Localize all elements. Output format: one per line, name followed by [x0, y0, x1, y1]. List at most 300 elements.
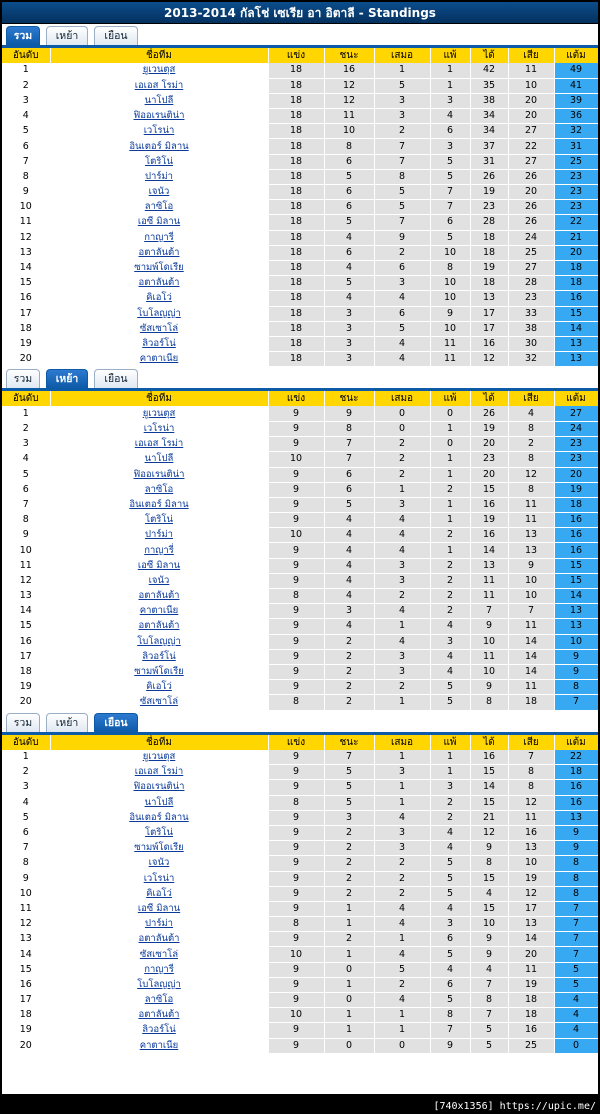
cell-points: 16 — [554, 528, 598, 543]
cell-points: 13 — [554, 604, 598, 619]
cell-lost: 5 — [430, 993, 470, 1008]
cell-drawn: 4 — [374, 947, 430, 962]
cell-goals-against: 10 — [508, 573, 554, 588]
cell-points: 16 — [554, 780, 598, 795]
cell-goals-for: 10 — [470, 917, 508, 932]
cell-points: 39 — [554, 93, 598, 108]
cell-won: 4 — [324, 543, 374, 558]
cell-lost: 10 — [430, 276, 470, 291]
cell-goals-for: 8 — [470, 856, 508, 871]
table-row — [2, 245, 598, 260]
team-link[interactable]: อตาลันต้า — [50, 619, 268, 634]
cell-rank: 2 — [2, 421, 50, 436]
cell-points: 36 — [554, 109, 598, 124]
team-link[interactable]: โบโลญญ่า — [50, 977, 268, 992]
table-row — [2, 664, 598, 679]
cell-played: 9 — [268, 482, 324, 497]
team-link[interactable]: ฟิออเรนติน่า — [50, 780, 268, 795]
cell-goals-against: 22 — [508, 139, 554, 154]
table-row — [2, 543, 598, 558]
cell-goals-for: 15 — [470, 482, 508, 497]
tab-away[interactable]: เยือน — [94, 369, 138, 388]
cell-points: 8 — [554, 871, 598, 886]
cell-won: 1 — [324, 947, 374, 962]
cell-points: 23 — [554, 452, 598, 467]
cell-points: 16 — [554, 795, 598, 810]
team-link[interactable]: ลาซิโอ — [50, 482, 268, 497]
cell-drawn: 3 — [374, 573, 430, 588]
column-header-team: ชื่อทีม — [50, 391, 268, 406]
cell-goals-against: 12 — [508, 467, 554, 482]
cell-points: 22 — [554, 750, 598, 765]
cell-lost: 3 — [430, 139, 470, 154]
cell-points: 18 — [554, 276, 598, 291]
team-link[interactable]: ยูเวนตุส — [50, 406, 268, 421]
cell-lost: 2 — [430, 558, 470, 573]
cell-lost: 10 — [430, 291, 470, 306]
cell-points: 20 — [554, 467, 598, 482]
team-link[interactable]: ฟิออเรนติน่า — [50, 467, 268, 482]
cell-rank: 20 — [2, 352, 50, 367]
cell-goals-for: 20 — [470, 437, 508, 452]
team-link[interactable]: ซามพ์โดเรีย — [50, 260, 268, 275]
cell-won: 3 — [324, 604, 374, 619]
cell-lost: 6 — [430, 977, 470, 992]
cell-played: 18 — [268, 291, 324, 306]
team-link[interactable]: เวโรน่า — [50, 124, 268, 139]
cell-goals-against: 27 — [508, 260, 554, 275]
cell-goals-for: 34 — [470, 109, 508, 124]
cell-won: 1 — [324, 1023, 374, 1038]
cell-won: 1 — [324, 1008, 374, 1023]
table-row — [2, 649, 598, 664]
cell-goals-against: 23 — [508, 291, 554, 306]
cell-lost: 0 — [430, 406, 470, 421]
cell-lost: 5 — [430, 154, 470, 169]
table-row — [2, 825, 598, 840]
cell-points: 21 — [554, 230, 598, 245]
cell-drawn: 2 — [374, 467, 430, 482]
cell-lost: 9 — [430, 1038, 470, 1053]
cell-drawn: 4 — [374, 336, 430, 351]
cell-goals-for: 15 — [470, 765, 508, 780]
cell-goals-against: 13 — [508, 528, 554, 543]
cell-drawn: 3 — [374, 841, 430, 856]
table-row — [2, 63, 598, 78]
cell-goals-for: 5 — [470, 1023, 508, 1038]
team-link[interactable]: ยูเวนตุส — [50, 63, 268, 78]
cell-played: 8 — [268, 589, 324, 604]
cell-goals-against: 11 — [508, 680, 554, 695]
cell-goals-against: 25 — [508, 245, 554, 260]
team-link[interactable]: อินเตอร์ มิลาน — [50, 497, 268, 512]
cell-points: 24 — [554, 421, 598, 436]
table-row — [2, 993, 598, 1008]
cell-goals-against: 27 — [508, 124, 554, 139]
cell-drawn: 1 — [374, 619, 430, 634]
cell-won: 3 — [324, 810, 374, 825]
cell-drawn: 2 — [374, 680, 430, 695]
column-header-played: แข่ง — [268, 391, 324, 406]
cell-played: 18 — [268, 336, 324, 351]
cell-won: 7 — [324, 750, 374, 765]
tab-bar — [2, 711, 598, 735]
cell-won: 2 — [324, 680, 374, 695]
team-link[interactable]: ปาร์ม่า — [50, 528, 268, 543]
cell-played: 9 — [268, 467, 324, 482]
cell-won: 2 — [324, 932, 374, 947]
cell-goals-for: 26 — [470, 169, 508, 184]
cell-goals-against: 20 — [508, 947, 554, 962]
tab-total[interactable]: รวม — [6, 369, 40, 388]
team-link[interactable]: อตาลันต้า — [50, 276, 268, 291]
table-row — [2, 680, 598, 695]
cell-drawn: 3 — [374, 765, 430, 780]
cell-played: 9 — [268, 421, 324, 436]
cell-goals-against: 17 — [508, 901, 554, 916]
column-header-won: ชนะ — [324, 48, 374, 63]
cell-won: 12 — [324, 93, 374, 108]
team-link[interactable]: คาตาเนีย — [50, 604, 268, 619]
team-link[interactable]: ซามพ์โดเรีย — [50, 841, 268, 856]
cell-played: 9 — [268, 573, 324, 588]
cell-won: 4 — [324, 528, 374, 543]
team-link[interactable]: เอซี มิลาน — [50, 901, 268, 916]
cell-played: 9 — [268, 619, 324, 634]
cell-drawn: 9 — [374, 230, 430, 245]
cell-points: 27 — [554, 406, 598, 421]
table-row — [2, 795, 598, 810]
team-link[interactable]: ลิวอร์โน่ — [50, 336, 268, 351]
cell-points: 14 — [554, 321, 598, 336]
team-link[interactable]: ลาซิโอ — [50, 200, 268, 215]
team-link[interactable]: อตาลันต้า — [50, 245, 268, 260]
team-link[interactable]: คิเอโว่ — [50, 886, 268, 901]
team-link[interactable]: ยูเวนตุส — [50, 750, 268, 765]
standings-table — [2, 391, 598, 710]
cell-lost: 4 — [430, 109, 470, 124]
cell-rank: 19 — [2, 680, 50, 695]
cell-points: 13 — [554, 810, 598, 825]
cell-won: 3 — [324, 336, 374, 351]
cell-points: 9 — [554, 649, 598, 664]
team-link[interactable]: เจนัว — [50, 573, 268, 588]
cell-rank: 3 — [2, 437, 50, 452]
team-link[interactable]: ซัสเซาโล่ — [50, 321, 268, 336]
cell-rank: 9 — [2, 528, 50, 543]
cell-drawn: 5 — [374, 78, 430, 93]
cell-goals-against: 27 — [508, 154, 554, 169]
cell-points: 4 — [554, 1008, 598, 1023]
image-host-credit: [740x1356] https://upic.me/ — [433, 1101, 596, 1112]
cell-played: 9 — [268, 932, 324, 947]
cell-goals-for: 12 — [470, 352, 508, 367]
column-header-rank: อันดับ — [2, 48, 50, 63]
cell-goals-for: 18 — [470, 276, 508, 291]
cell-goals-against: 14 — [508, 664, 554, 679]
cell-played: 9 — [268, 558, 324, 573]
team-link[interactable]: ลิวอร์โน่ — [50, 1023, 268, 1038]
cell-lost: 7 — [430, 1023, 470, 1038]
cell-played: 9 — [268, 810, 324, 825]
cell-goals-against: 30 — [508, 336, 554, 351]
cell-goals-against: 18 — [508, 695, 554, 710]
team-link[interactable]: อินเตอร์ มิลาน — [50, 139, 268, 154]
team-link[interactable]: โบโลญญ่า — [50, 306, 268, 321]
cell-drawn: 2 — [374, 977, 430, 992]
cell-won: 3 — [324, 306, 374, 321]
cell-drawn: 4 — [374, 634, 430, 649]
table-row — [2, 276, 598, 291]
cell-goals-for: 38 — [470, 93, 508, 108]
cell-won: 4 — [324, 589, 374, 604]
column-header-played: แข่ง — [268, 735, 324, 750]
team-link[interactable]: ปาร์ม่า — [50, 169, 268, 184]
cell-lost: 1 — [430, 467, 470, 482]
cell-rank: 1 — [2, 406, 50, 421]
cell-drawn: 1 — [374, 1008, 430, 1023]
cell-won: 9 — [324, 406, 374, 421]
cell-goals-for: 9 — [470, 680, 508, 695]
cell-played: 18 — [268, 169, 324, 184]
cell-points: 19 — [554, 482, 598, 497]
cell-lost: 3 — [430, 917, 470, 932]
team-link[interactable]: คาตาเนีย — [50, 352, 268, 367]
cell-won: 4 — [324, 260, 374, 275]
team-link[interactable]: กาญารี่ — [50, 543, 268, 558]
cell-goals-against: 19 — [508, 977, 554, 992]
cell-points: 25 — [554, 154, 598, 169]
cell-won: 6 — [324, 154, 374, 169]
tab-home[interactable]: เหย้า — [46, 26, 88, 45]
cell-rank: 17 — [2, 993, 50, 1008]
cell-goals-for: 19 — [470, 513, 508, 528]
team-link[interactable]: ซัสเซาโล่ — [50, 947, 268, 962]
cell-rank: 14 — [2, 604, 50, 619]
cell-won: 8 — [324, 139, 374, 154]
cell-won: 5 — [324, 780, 374, 795]
team-link[interactable]: ปาร์ม่า — [50, 917, 268, 932]
cell-lost: 5 — [430, 169, 470, 184]
cell-won: 11 — [324, 109, 374, 124]
cell-drawn: 2 — [374, 245, 430, 260]
cell-won: 7 — [324, 437, 374, 452]
team-link[interactable]: กาญารี่ — [50, 962, 268, 977]
cell-lost: 2 — [430, 589, 470, 604]
cell-played: 9 — [268, 664, 324, 679]
cell-rank: 4 — [2, 795, 50, 810]
tab-bar — [2, 367, 598, 391]
cell-goals-for: 7 — [470, 1008, 508, 1023]
cell-goals-for: 13 — [470, 558, 508, 573]
team-link[interactable]: โตริโน่ — [50, 825, 268, 840]
cell-goals-against: 9 — [508, 558, 554, 573]
cell-won: 6 — [324, 245, 374, 260]
cell-goals-against: 19 — [508, 871, 554, 886]
cell-goals-against: 8 — [508, 780, 554, 795]
cell-goals-for: 34 — [470, 124, 508, 139]
team-link[interactable]: ลาซิโอ — [50, 993, 268, 1008]
cell-drawn: 3 — [374, 93, 430, 108]
team-link[interactable]: คาตาเนีย — [50, 1038, 268, 1053]
table-row — [2, 947, 598, 962]
cell-goals-for: 4 — [470, 886, 508, 901]
column-header-team: ชื่อทีม — [50, 735, 268, 750]
cell-goals-for: 7 — [470, 604, 508, 619]
column-header-drawn: เสมอ — [374, 735, 430, 750]
table-row — [2, 406, 598, 421]
cell-lost: 0 — [430, 437, 470, 452]
team-link[interactable]: เวโรน่า — [50, 421, 268, 436]
team-link[interactable]: เจนัว — [50, 856, 268, 871]
team-link[interactable]: เจนัว — [50, 185, 268, 200]
cell-points: 10 — [554, 634, 598, 649]
cell-drawn: 2 — [374, 886, 430, 901]
cell-goals-against: 12 — [508, 795, 554, 810]
team-link[interactable]: ซัสเซาโล่ — [50, 695, 268, 710]
team-link[interactable]: นาโปลี — [50, 795, 268, 810]
cell-rank: 17 — [2, 649, 50, 664]
team-link[interactable]: เอเอส โรม่า — [50, 437, 268, 452]
cell-lost: 1 — [430, 78, 470, 93]
cell-lost: 1 — [430, 421, 470, 436]
cell-drawn: 2 — [374, 589, 430, 604]
cell-goals-for: 21 — [470, 810, 508, 825]
team-link[interactable]: คิเอโว่ — [50, 291, 268, 306]
cell-played: 18 — [268, 230, 324, 245]
tab-total[interactable]: รวม — [6, 713, 40, 732]
team-link[interactable]: เอซี มิลาน — [50, 558, 268, 573]
cell-goals-for: 26 — [470, 406, 508, 421]
cell-rank: 9 — [2, 185, 50, 200]
team-link[interactable]: ฟิออเรนติน่า — [50, 109, 268, 124]
cell-goals-against: 12 — [508, 886, 554, 901]
cell-lost: 4 — [430, 649, 470, 664]
cell-goals-for: 4 — [470, 962, 508, 977]
team-link[interactable]: เอเอส โรม่า — [50, 78, 268, 93]
table-row — [2, 437, 598, 452]
column-header-goals-against: เสีย — [508, 735, 554, 750]
tab-home[interactable]: เหย้า — [46, 713, 88, 732]
cell-played: 9 — [268, 1038, 324, 1053]
cell-goals-against: 16 — [508, 825, 554, 840]
cell-lost: 5 — [430, 680, 470, 695]
cell-rank: 20 — [2, 1038, 50, 1053]
cell-goals-for: 19 — [470, 185, 508, 200]
team-link[interactable]: นาโปลี — [50, 452, 268, 467]
cell-points: 7 — [554, 932, 598, 947]
cell-lost: 3 — [430, 634, 470, 649]
cell-rank: 7 — [2, 154, 50, 169]
cell-drawn: 4 — [374, 291, 430, 306]
team-link[interactable]: ซามพ์โดเรีย — [50, 664, 268, 679]
cell-goals-for: 17 — [470, 306, 508, 321]
cell-lost: 4 — [430, 901, 470, 916]
team-link[interactable]: อตาลันต้า — [50, 1008, 268, 1023]
team-link[interactable]: ลิวอร์โน่ — [50, 649, 268, 664]
cell-rank: 19 — [2, 1023, 50, 1038]
cell-goals-for: 20 — [470, 467, 508, 482]
tab-away[interactable]: เยือน — [94, 713, 138, 732]
table-row — [2, 558, 598, 573]
cell-played: 18 — [268, 276, 324, 291]
team-link[interactable]: เวโรน่า — [50, 871, 268, 886]
cell-goals-for: 13 — [470, 291, 508, 306]
team-link[interactable]: เอเอส โรม่า — [50, 765, 268, 780]
cell-points: 49 — [554, 63, 598, 78]
cell-points: 4 — [554, 1023, 598, 1038]
table-row — [2, 604, 598, 619]
column-header-team: ชื่อทีม — [50, 48, 268, 63]
cell-drawn: 1 — [374, 932, 430, 947]
cell-rank: 7 — [2, 841, 50, 856]
team-link[interactable]: โบโลญญ่า — [50, 634, 268, 649]
cell-goals-against: 38 — [508, 321, 554, 336]
team-link[interactable]: อินเตอร์ มิลาน — [50, 810, 268, 825]
cell-lost: 5 — [430, 856, 470, 871]
cell-lost: 4 — [430, 841, 470, 856]
table-row — [2, 109, 598, 124]
cell-rank: 9 — [2, 871, 50, 886]
cell-played: 10 — [268, 528, 324, 543]
cell-won: 6 — [324, 185, 374, 200]
cell-goals-against: 20 — [508, 93, 554, 108]
tab-away[interactable]: เยือน — [94, 26, 138, 45]
team-link[interactable]: โตริโน่ — [50, 513, 268, 528]
team-link[interactable]: อตาลันต้า — [50, 589, 268, 604]
cell-played: 9 — [268, 513, 324, 528]
column-header-played: แข่ง — [268, 48, 324, 63]
tab-total[interactable]: รวม — [6, 26, 40, 45]
table-row — [2, 291, 598, 306]
cell-points: 5 — [554, 962, 598, 977]
team-link[interactable]: อตาลันต้า — [50, 932, 268, 947]
cell-played: 9 — [268, 780, 324, 795]
cell-drawn: 4 — [374, 513, 430, 528]
cell-drawn: 1 — [374, 63, 430, 78]
cell-rank: 6 — [2, 825, 50, 840]
table-row — [2, 154, 598, 169]
team-link[interactable]: นาโปลี — [50, 93, 268, 108]
cell-played: 9 — [268, 841, 324, 856]
cell-rank: 8 — [2, 513, 50, 528]
team-link[interactable]: กาญารี่ — [50, 230, 268, 245]
cell-goals-against: 26 — [508, 200, 554, 215]
cell-points: 15 — [554, 558, 598, 573]
cell-goals-against: 33 — [508, 306, 554, 321]
tab-home[interactable]: เหย้า — [46, 369, 88, 388]
cell-played: 9 — [268, 437, 324, 452]
column-header-goals-for: ได้ — [470, 391, 508, 406]
cell-lost: 2 — [430, 573, 470, 588]
cell-won: 1 — [324, 917, 374, 932]
cell-played: 8 — [268, 795, 324, 810]
team-link[interactable]: คิเอโว่ — [50, 680, 268, 695]
cell-drawn: 4 — [374, 543, 430, 558]
cell-rank: 10 — [2, 543, 50, 558]
cell-rank: 6 — [2, 482, 50, 497]
team-link[interactable]: โตริโน่ — [50, 154, 268, 169]
cell-goals-against: 14 — [508, 649, 554, 664]
team-link[interactable]: เอซี มิลาน — [50, 215, 268, 230]
table-row — [2, 200, 598, 215]
cell-points: 23 — [554, 437, 598, 452]
cell-played: 9 — [268, 543, 324, 558]
cell-rank: 14 — [2, 947, 50, 962]
cell-drawn: 7 — [374, 154, 430, 169]
cell-points: 16 — [554, 291, 598, 306]
cell-goals-against: 11 — [508, 513, 554, 528]
